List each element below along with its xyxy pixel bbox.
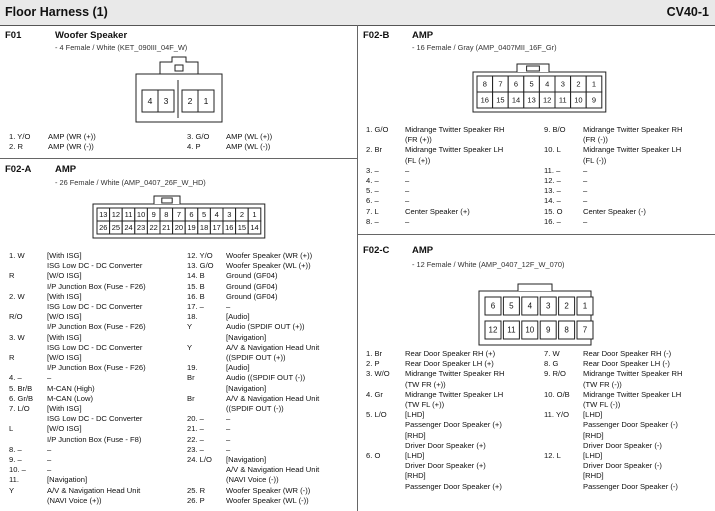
pin-number: 16. B <box>187 291 205 301</box>
pin-number: 3. W/O <box>366 369 390 379</box>
pin-function: ISG Low DC - DC Converter <box>47 302 143 311</box>
pin-label: 12 <box>488 325 498 335</box>
pin-function: [W/O ISG] <box>47 312 82 322</box>
pin-number: 13. G/O <box>187 261 214 271</box>
pin-function: [LHD] <box>583 451 603 460</box>
pin-number: Y <box>187 342 193 352</box>
pin-label: 3 <box>545 301 551 311</box>
pin-label: 24 <box>124 223 133 232</box>
pin-number: 1. Br <box>366 349 383 358</box>
pin-label: 3 <box>227 210 232 219</box>
pin-function: (TW FR (+)) <box>405 379 446 389</box>
pin-function: A/V & Navigation Head Unit <box>226 393 320 403</box>
connector-latch <box>518 284 552 291</box>
pin-number: 26. P <box>187 495 205 505</box>
pin-number: 4. P <box>187 141 201 151</box>
pin-function: Driver Door Speaker (-) <box>583 461 662 471</box>
pin-label: 8 <box>482 79 487 89</box>
pin-number: 15. B <box>187 281 205 291</box>
pin-label: 9 <box>545 325 551 335</box>
pin-number: 2. P <box>366 359 380 369</box>
pin-function: ISG Low DC - DC Converter <box>47 261 143 271</box>
pin-number: 7. L/O <box>9 404 30 413</box>
pin-label: 7 <box>498 79 503 89</box>
f02b-desc: - 16 Female / Gray (AMP_0407MII_16F_Gr) <box>412 43 557 52</box>
pin-number: 17. – <box>187 302 204 311</box>
pin-function: (FR (+)) <box>405 135 432 145</box>
pin-function: Midrange Twitter Speaker RH <box>405 369 505 379</box>
pin-function: – <box>405 196 410 206</box>
pin-function: I/P Junction Box (Fuse - F26) <box>47 322 146 332</box>
pin-number: 1. W <box>9 251 25 260</box>
pin-label: 11 <box>558 95 567 105</box>
pin-label: 10 <box>136 210 146 219</box>
f02a-connector <box>92 193 272 238</box>
f02c-id: F02-C <box>363 245 390 256</box>
pin-number: 4. Gr <box>366 389 383 399</box>
pin-function: [Audio] <box>226 363 250 373</box>
column-divider <box>357 25 358 511</box>
pin-number: R/O <box>9 312 23 322</box>
pin-function: (TW FR (-)) <box>583 379 622 389</box>
pin-label: 3 <box>560 79 565 89</box>
pin-function: [With ISG] <box>47 291 82 301</box>
pin-function: ((SPDIF OUT (+)) <box>226 353 286 362</box>
pin-function: – <box>226 302 231 311</box>
pin-number: 19. <box>187 363 198 373</box>
pin-function: [RHD] <box>583 430 604 440</box>
pin-number: 11. Y/O <box>544 410 570 420</box>
pin-function: (TW FL (+)) <box>405 400 445 409</box>
pin-number: 2. R <box>9 141 23 151</box>
pin-function: [W/O ISG] <box>47 271 82 281</box>
pin-label: 16 <box>225 223 234 232</box>
page-title: Floor Harness (1) <box>5 5 108 19</box>
pin-function: – <box>583 165 588 175</box>
pin-number: 6. Gr/B <box>9 393 34 403</box>
pin-number: 9. R/O <box>544 369 566 379</box>
pin-function: – <box>405 186 410 196</box>
pin-function: Passenger Door Speaker (+) <box>405 420 502 430</box>
pin-function: M-CAN (High) <box>47 383 95 393</box>
pin-label: 8 <box>164 210 169 219</box>
pin-function: ((SPDIF OUT (-)) <box>226 404 284 413</box>
f02a-desc: - 26 Female / White (AMP_0407_26F_W_HD) <box>55 178 206 187</box>
pin-number: 1. G/O <box>366 125 389 134</box>
pin-number: 11. – <box>544 165 561 175</box>
pin-function: Driver Door Speaker (+) <box>405 440 486 450</box>
pin-number: Br <box>187 373 195 383</box>
pin-function: Ground (GF04) <box>226 271 278 281</box>
pin-label: 2 <box>187 96 193 106</box>
pin-label: 15 <box>237 223 247 232</box>
pin-number: 5. – <box>366 186 379 196</box>
pin-number: 1. Y/O <box>9 132 31 141</box>
pin-function: – <box>583 176 588 185</box>
pin-label: 10 <box>574 95 583 105</box>
pin-function: [LHD] <box>583 410 603 420</box>
pin-number: 21. – <box>187 424 204 434</box>
pin-label: 1 <box>252 210 257 219</box>
pin-function: Center Speaker (-) <box>583 206 646 216</box>
f02c-connector <box>476 281 596 346</box>
f02c-name: AMP <box>412 245 434 256</box>
pin-label: 12 <box>543 95 552 105</box>
pin-function: Midrange Twitter Speaker RH <box>405 125 505 134</box>
pin-number: 4. – <box>9 373 22 383</box>
pin-label: 4 <box>527 301 533 311</box>
pin-number: 25. R <box>187 485 206 495</box>
pin-label: 20 <box>174 223 184 232</box>
pin-label: 4 <box>545 79 550 89</box>
f02b-id: F02-B <box>363 30 390 41</box>
pin-label: 16 <box>480 95 489 105</box>
pin-function: Midrange Twitter Speaker LH <box>583 145 682 155</box>
pin-function: [Audio] <box>226 312 250 322</box>
pin-function: [RHD] <box>405 430 426 440</box>
pin-label: 9 <box>591 95 597 105</box>
f01-connector <box>128 56 228 126</box>
pin-number: 5. Br/B <box>9 383 33 393</box>
pin-function: [With ISG] <box>47 251 82 260</box>
pin-number: 9. B/O <box>544 125 566 134</box>
pin-function: Midrange Twitter Speaker LH <box>405 389 504 399</box>
pin-label: 23 <box>136 223 146 232</box>
pin-label: 6 <box>189 210 194 219</box>
pin-label: 1 <box>582 301 588 311</box>
pin-label: 5 <box>529 79 534 89</box>
pin-number: 6. – <box>366 196 379 206</box>
pin-function: AMP (WR (-)) <box>48 141 94 151</box>
pin-number: 10. – <box>9 465 26 475</box>
pin-function: Driver Door Speaker (+) <box>405 461 486 471</box>
pin-function: Driver Door Speaker (-) <box>583 440 662 450</box>
pin-function: Rear Door Speaker LH (+) <box>405 359 494 369</box>
pin-function: Rear Door Speaker RH (+) <box>405 349 496 358</box>
pin-label: 11 <box>507 325 516 335</box>
pin-function: Midrange Twitter Speaker RH <box>583 369 683 379</box>
pin-function: I/P Junction Box (Fuse - F8) <box>47 434 142 444</box>
pin-number: 5. L/O <box>366 410 387 420</box>
pin-label: 8 <box>564 325 569 335</box>
pin-function: (TW FL (-)) <box>583 400 621 409</box>
pin-function: – <box>226 444 231 454</box>
pin-label: 22 <box>149 223 158 232</box>
pin-function: Rear Door Speaker RH (-) <box>583 349 672 358</box>
pin-function: – <box>47 465 52 475</box>
pin-number: 8. – <box>9 444 22 454</box>
pin-label: 11 <box>124 210 133 219</box>
pin-label: 15 <box>496 95 505 105</box>
pin-number: 15. O <box>544 206 563 216</box>
pin-function: Midrange Twitter Speaker RH <box>583 125 683 134</box>
pin-function: [Navigation] <box>226 383 267 393</box>
pin-number: 7. W <box>544 349 560 358</box>
pin-number: L <box>9 424 14 434</box>
pin-label: 7 <box>176 210 181 219</box>
title-bar <box>0 0 715 26</box>
pin-function: – <box>583 196 588 206</box>
pin-label: 18 <box>199 223 209 232</box>
divider-f01 <box>0 158 357 159</box>
pin-number: 22. – <box>187 434 204 444</box>
pin-function: [LHD] <box>405 451 425 460</box>
pin-label: 2 <box>239 210 244 219</box>
pin-label: 17 <box>212 223 221 232</box>
pin-number: 6. O <box>366 451 381 460</box>
pin-number: 3. W <box>9 332 25 342</box>
pin-label: 2 <box>564 301 569 311</box>
f01-desc: - 4 Female / White (KET_090III_04F_W) <box>55 43 188 52</box>
pin-label: 13 <box>527 95 536 105</box>
pin-function: ISG Low DC - DC Converter <box>47 414 143 424</box>
pin-function: Midrange Twitter Speaker LH <box>583 389 682 399</box>
pin-label: 19 <box>187 223 196 232</box>
pin-function: – <box>583 216 588 226</box>
pin-function: – <box>405 216 410 226</box>
pin-label: 3 <box>163 96 169 106</box>
pin-function: Woofer Speaker (WR (+)) <box>226 251 313 260</box>
pin-label: 4 <box>147 96 153 106</box>
pin-number: 2. W <box>9 291 25 301</box>
pin-function: [Navigation] <box>47 475 88 485</box>
pin-number: 12. – <box>544 176 561 185</box>
pin-label: 1 <box>203 96 209 106</box>
pin-number: 3. G/O <box>187 132 210 141</box>
pin-number: R <box>9 271 15 281</box>
f01-id: F01 <box>5 30 22 41</box>
pin-function: Audio ((SPDIF OUT (-)) <box>226 373 306 383</box>
pin-function: Passenger Door Speaker (+) <box>405 481 502 491</box>
latch-slot <box>527 66 540 71</box>
pin-function: Woofer Speaker (WL (+)) <box>226 261 311 271</box>
divider-f02b <box>358 234 715 235</box>
pin-function: (NAVI Voice (+)) <box>47 495 102 505</box>
pin-function: – <box>47 455 52 464</box>
pin-function: [W/O ISG] <box>47 353 82 362</box>
pin-label: 2 <box>576 79 581 89</box>
pin-number: Y <box>9 485 15 495</box>
pin-number: 11. <box>9 475 19 485</box>
pin-function: AMP (WR (+)) <box>48 132 96 141</box>
pin-function: – <box>405 165 410 175</box>
pin-number: 4. – <box>366 176 379 185</box>
pin-function: ISG Low DC - DC Converter <box>47 342 143 352</box>
pin-function: Midrange Twitter Speaker LH <box>405 145 504 155</box>
pin-function: – <box>226 424 231 434</box>
pin-number: 2. Br <box>366 145 383 155</box>
pin-number: 24. L/O <box>187 455 212 464</box>
pin-function: Ground (GF04) <box>226 291 278 301</box>
pin-label: 7 <box>582 325 588 335</box>
pin-number: 8. – <box>366 216 379 226</box>
pin-number: 9. – <box>9 455 22 464</box>
pin-number: 3. – <box>366 165 379 175</box>
pin-function: Woofer Speaker (WR (-)) <box>226 485 311 495</box>
pin-function: – <box>47 373 52 383</box>
pin-label: 1 <box>591 79 597 89</box>
pin-function: (FL (-)) <box>583 155 607 165</box>
pin-label: 5 <box>509 301 514 311</box>
pin-number: 20. – <box>187 414 204 424</box>
pin-label: 14 <box>250 223 259 232</box>
pin-function: Passenger Door Speaker (-) <box>583 420 678 430</box>
pin-function: [W/O ISG] <box>47 424 82 434</box>
pin-function: [LHD] <box>405 410 425 420</box>
pin-function: [RHD] <box>583 471 604 481</box>
f02a-id: F02-A <box>5 164 32 175</box>
page-code: CV40-1 <box>666 5 709 19</box>
f02a-name: AMP <box>55 164 77 175</box>
pin-function: Ground (GF04) <box>226 281 278 291</box>
pin-function: A/V & Navigation Head Unit <box>226 342 320 352</box>
pin-function: Rear Door Speaker LH (-) <box>583 359 670 369</box>
pin-number: Br <box>187 393 195 403</box>
pin-function: – <box>583 186 588 196</box>
pin-number: 12. Y/O <box>187 251 213 260</box>
pin-function: AMP (WL (+)) <box>226 132 273 141</box>
pin-label: 21 <box>162 223 171 232</box>
pin-label: 26 <box>99 223 108 232</box>
pin-function: I/P Junction Box (Fuse - F26) <box>47 281 146 291</box>
pin-number: R <box>9 353 15 362</box>
pin-label: 6 <box>490 301 496 311</box>
pin-function: [With ISG] <box>47 404 82 413</box>
pin-label: 14 <box>511 95 521 105</box>
pin-function: [Navigation] <box>226 332 267 342</box>
pin-number: 13. – <box>544 186 561 196</box>
pin-number: 18. <box>187 312 198 322</box>
pin-label: 4 <box>214 210 219 219</box>
pin-function: [Navigation] <box>226 455 267 464</box>
pin-function: A/V & Navigation Head Unit <box>47 485 141 495</box>
pin-function: [With ISG] <box>47 332 82 342</box>
pin-function: Audio (SPDIF OUT (+)) <box>226 322 305 332</box>
pin-function: [RHD] <box>405 471 426 481</box>
pin-function: Woofer Speaker (WL (-)) <box>226 495 309 505</box>
pin-number: 10. O/B <box>544 389 570 399</box>
pin-function: AMP (WL (-)) <box>226 141 271 151</box>
pin-number: 7. L <box>366 206 379 216</box>
pin-label: 10 <box>525 325 535 335</box>
pin-function: (NAVI Voice (-)) <box>226 475 279 485</box>
latch-slot <box>175 65 183 71</box>
pin-function: – <box>226 434 231 444</box>
pin-function: A/V & Navigation Head Unit <box>226 465 320 475</box>
pin-label: 5 <box>202 210 207 219</box>
pin-number: 10. L <box>544 145 561 155</box>
pin-function: (FR (-)) <box>583 135 608 145</box>
f01-name: Woofer Speaker <box>55 30 128 41</box>
pin-label: 13 <box>99 210 108 219</box>
f02b-name: AMP <box>412 30 434 41</box>
pin-function: – <box>47 444 52 454</box>
pin-number: 12. L <box>544 451 561 460</box>
pin-function: M-CAN (Low) <box>47 393 93 403</box>
pin-function: Center Speaker (+) <box>405 206 470 216</box>
pin-function: (FL (+)) <box>405 155 431 165</box>
pin-number: 14. B <box>187 271 205 281</box>
pin-label: 12 <box>111 210 121 219</box>
pin-label: 25 <box>111 223 121 232</box>
latch-slot <box>162 198 172 203</box>
pin-number: 8. G <box>544 359 559 369</box>
pin-number: 16. – <box>544 216 561 226</box>
pin-label: 9 <box>151 210 156 219</box>
pin-function: Passenger Door Speaker (-) <box>583 481 678 491</box>
pin-function: – <box>405 176 410 185</box>
pin-label: 6 <box>513 79 519 89</box>
f02c-desc: - 12 Female / White (AMP_0407_12F_W_070) <box>412 260 565 269</box>
pin-number: 23. – <box>187 444 204 454</box>
pin-number: Y <box>187 322 193 332</box>
f02b-connector <box>473 56 603 111</box>
pin-number: 14. – <box>544 196 561 206</box>
pin-function: I/P Junction Box (Fuse - F26) <box>47 363 146 373</box>
pin-function: – <box>226 414 231 424</box>
